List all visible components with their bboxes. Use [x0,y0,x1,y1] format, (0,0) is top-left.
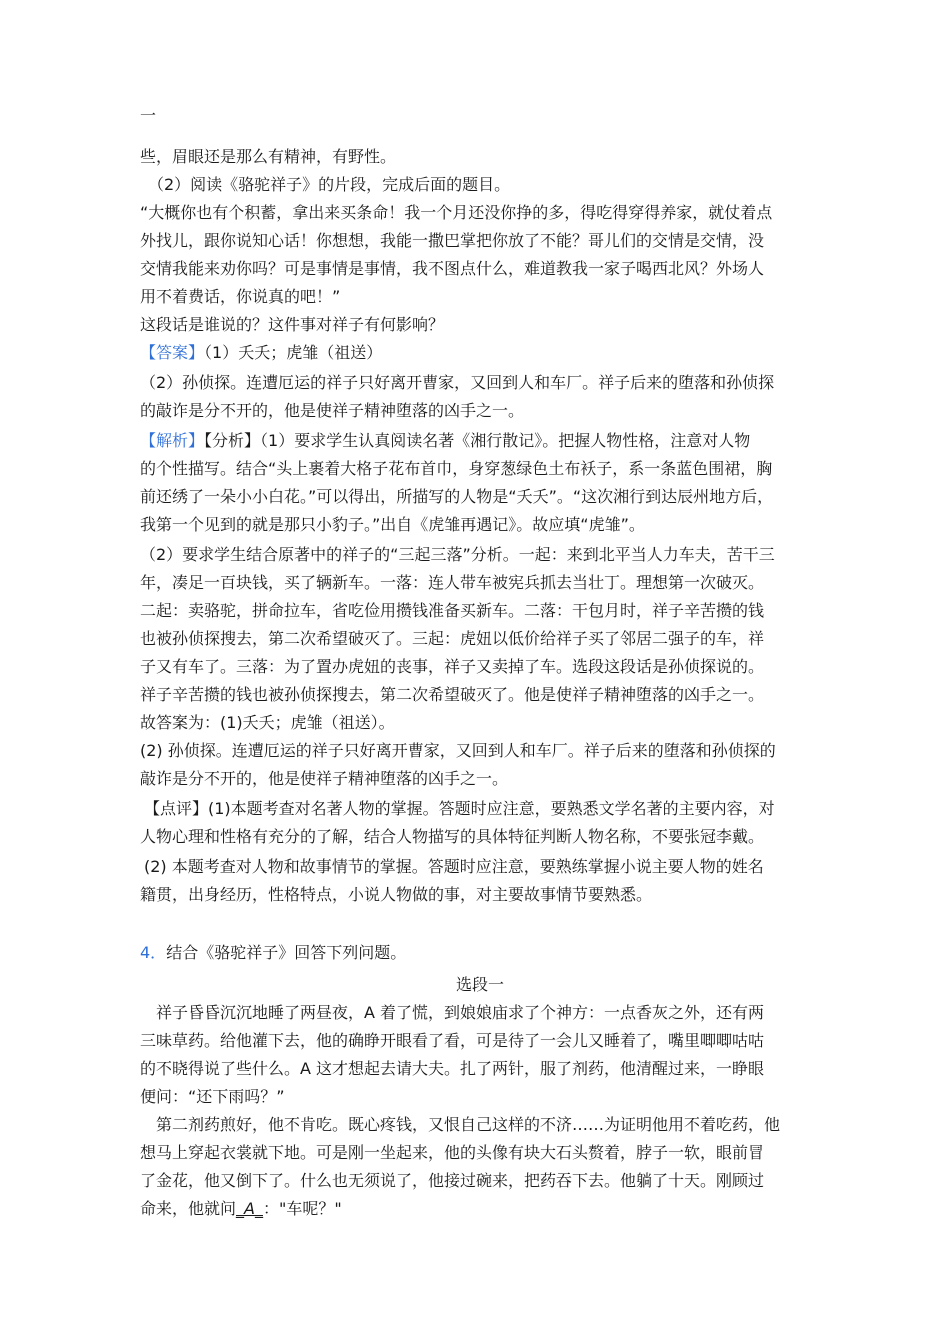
question-text: 这段话是谁说的？这件事对祥子有何影响？ [140,315,445,334]
top-mark: 一 [140,106,157,125]
answer-2-line: 的敲诈是分不开的，他是使祥子精神堕落的凶手之一。 [140,401,525,420]
question-4-text: 结合《骆驼祥子》回答下列问题。 [166,943,407,962]
analysis-line: 也被孙侦探搜去，第二次希望破灭了。三起：虎妞以低价给祥子买了邻居二强子的车，祥 [140,629,765,648]
passage-line [140,1199,820,1219]
question-number: 4． [140,943,167,962]
text-line: 些，眉眼还是那么有精神，有野性。 [140,147,397,166]
analysis-line: (2) 孙侦探。连遭厄运的祥子只好离开曹家，又回到人和车厂。祥子后来的堕落和孙侦探的 [140,741,776,760]
passage-line: 了金花，他又倒下了。什么也无须说了，他接过碗来，把药吞下去。他躺了十天。刚顾过 [140,1171,765,1190]
answer-2-line: （2）孙侦探。连遭厄运的祥子只好离开曹家，又回到人和车厂。祥子后来的堕落和孙侦探 [140,373,775,392]
passage-last-post: ："车呢？" [262,1199,342,1218]
analysis-line [140,431,820,451]
passage-line: 想马上穿起衣裳就下地。可是刚一坐起来，他的头像有块大石头赘着，脖子一软，眼前冒 [140,1143,765,1162]
comment-line: 人物心理和性格有充分的了解，结合人物描写的具体特征判断人物名称，不要张冠李戴。 [140,827,765,846]
answer-tag: 【答案】 [140,343,205,362]
analysis-line: 敲诈是分不开的，他是使祥子精神堕落的凶手之一。 [140,769,509,788]
analysis-line: 我第一个见到的就是那只小豹子。”出自《虎雏再遇记》。故应填“虎雏”。 [140,515,645,534]
passage-line: 的不晓得说了些什么。A 这才想起去请大夫。扎了两针，服了剂药，他清醒过来，一睁眼 [140,1059,765,1078]
answer-line [140,343,820,363]
comment-line: 【点评】(1)本题考查对名著人物的掌握。答题时应注意，要熟悉文学名著的主要内容，对 [144,799,775,818]
analysis-line: 二起：卖骆驼，拼命拉车，省吃俭用攒钱准备买新车。二落：干包月时，祥子辛苦攒的钱 [140,601,765,620]
passage-last-pre: 命来，他就问 [140,1199,237,1218]
analysis-line: 子又有车了。三落：为了置办虎妞的丧事，祥子又卖掉了车。选段这段话是孙侦探说的。 [140,657,765,676]
blank-a: _A_ [236,1199,263,1218]
passage-line: 便问：“还下雨吗？” [140,1087,285,1106]
passage-line: 祥子昏昏沉沉地睡了两昼夜，A 着了慌，到娘娘庙求了个神方：一点香灰之外，还有两 [156,1003,765,1022]
analysis-line: （2）要求学生结合原著中的祥子的“三起三落”分析。一起：来到北平当人力车夫，苦干三 [140,545,775,564]
analysis-line: 年，凑足一百块钱，买了辆新车。一落：连人带车被宪兵抓去当壮丁。理想第一次破灭。 [140,573,765,592]
passage-line: 三味草药。给他灌下去，他的确睁开眼看了看，可是待了一会儿又睡着了，嘴里唧唧咕咕 [140,1031,765,1050]
analysis-line: 前还绣了一朵小小白花。”可以得出，所描写的人物是“夭夭”。“这次湘行到达辰州地方后， [140,487,774,506]
analysis-first: 【分析】（1）要求学生认真阅读名著《湘行散记》。把握人物性格，注意对人物 [204,431,751,450]
question-4-line [140,943,820,963]
analysis-line: 故答案为：(1)夭夭；虎雏（祖送）。 [140,713,395,732]
section-title: 选段一 [455,975,504,994]
question-2-intro: （2）阅读《骆驼祥子》的片段，完成后面的题目。 [148,175,511,194]
answer-1: （1）夭夭；虎雏（祖送） [204,343,383,362]
quote-line: “大概你也有个积蓄，拿出来买条命！我一个月还没你挣的多，得吃得穿得养家，就仗着点 [140,203,773,222]
comment-line: 籍贯，出身经历，性格特点，小说人物做的事，对主要故事情节要熟悉。 [140,885,653,904]
analysis-line: 祥子辛苦攒的钱也被孙侦探搜去，第二次希望破灭了。他是使祥子精神堕落的凶手之一。 [140,685,765,704]
comment-line: (2) 本题考查对人物和故事情节的掌握。答题时应注意，要熟练掌握小说主要人物的姓名 [144,857,764,876]
quote-line: 交情我能来劝你吗？可是事情是事情，我不图点什么，难道教我一家子喝西北风？外场人 [140,259,765,278]
quote-line: 外找儿，跟你说知心话！你想想，我能一撒巴掌把你放了不能？哥儿们的交情是交情，没 [140,231,765,250]
quote-line: 用不着费话，你说真的吧！” [140,287,341,306]
analysis-line: 的个性描写。结合“头上裹着大格子花布首巾，身穿葱绿色土布袄子，系一条蓝色围裙，胸 [140,459,773,478]
analysis-tag: 【解析】 [140,431,205,450]
passage-line: 第二剂药煎好，他不肯吃。既心疼钱，又恨自己这样的不济……为证明他用不着吃药，他 [156,1115,781,1134]
